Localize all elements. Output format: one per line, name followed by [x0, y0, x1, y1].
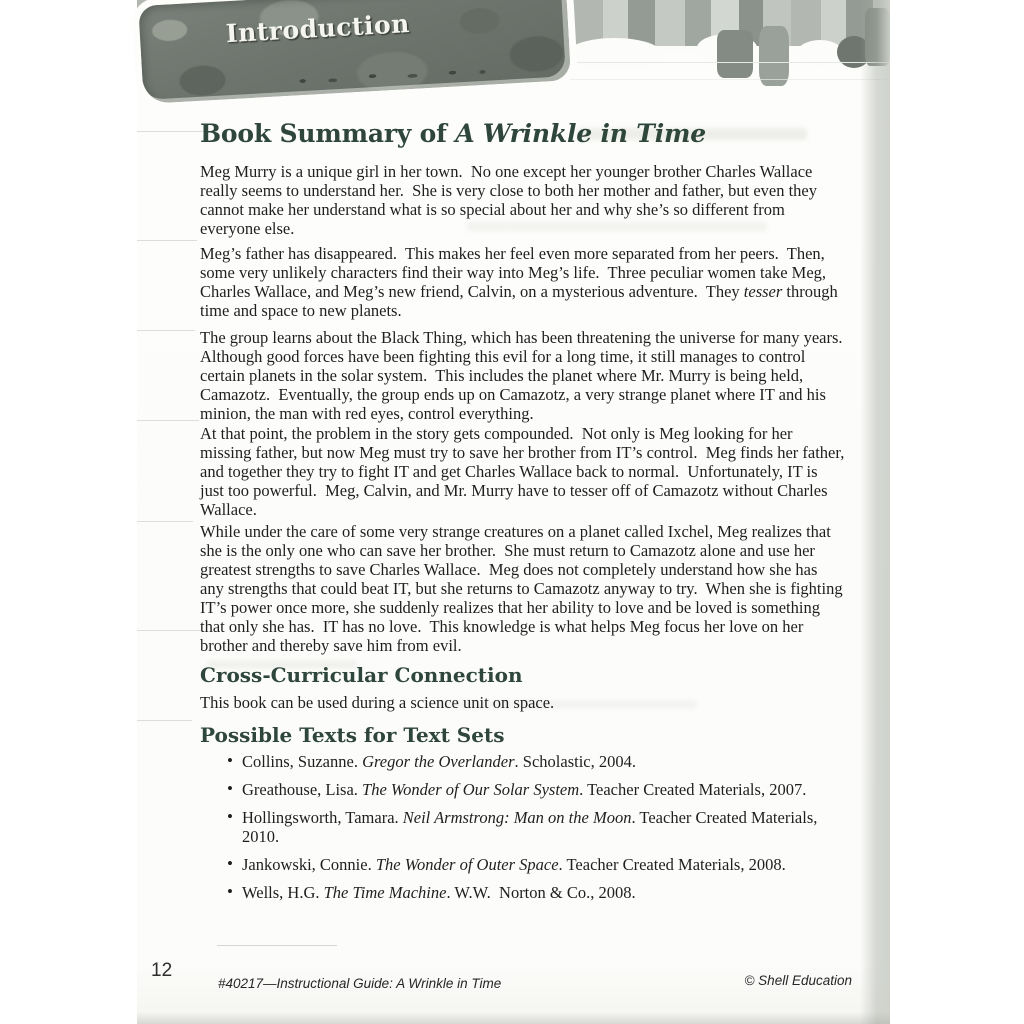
- page-number: 12: [151, 960, 173, 981]
- summary-paragraph: [200, 244, 845, 320]
- text-run: through time and space to new planets.: [200, 282, 842, 320]
- text-run: Wells, H.G.: [242, 883, 324, 902]
- footer-product-title: #40217—Instructional Guide: A Wrinkle in Time: [218, 976, 502, 991]
- text-run: Hollingsworth, Tamara.: [242, 808, 403, 827]
- text-set-item: [200, 808, 845, 846]
- page-edge-shadow-right: [860, 0, 890, 1024]
- page-paper: [137, 0, 890, 1024]
- text-run: Book Summary of: [200, 119, 456, 148]
- introduction-tab-label: Introduction: [225, 8, 411, 49]
- summary-paragraph: [200, 162, 845, 238]
- text-run: The Time Machine: [323, 883, 447, 902]
- cross-curricular-heading: Cross-Curricular Connection: [200, 663, 523, 687]
- text-run: . Teacher Created Materials, 2008.: [558, 855, 786, 874]
- content-column: [200, 0, 850, 1024]
- text-sets-list: [200, 752, 845, 911]
- text-set-item: [200, 883, 845, 902]
- text-set-item: [200, 752, 845, 771]
- page-title: [200, 119, 706, 148]
- text-run: tesser: [743, 282, 783, 301]
- text-run: The group learns about the Black Thing, which has been threatening the universe for many years. Although good forces have been fighting this evil for a long time, it still manages to control certain planets in the solar system. This includes the planet where Mr. Murry is being held, Camazotz. Eventually, the group ends up on Camazotz, a very strange planet where IT and his minion, the man with red eyes, control everything.: [200, 328, 850, 423]
- scan-artifact-line: [137, 521, 193, 522]
- text-run: At that point, the problem in the story gets compounded. Not only is Meg looking for her missing father, but now Meg must try to save her brother from IT’s control. Meg finds her father, and together they try to fight IT and get Charles Wallace back to normal. Unfortunately, IT is just too powerful. Meg, Calvin, and Mr. Murry have to tesser off of Camazotz without Charles Wallace.: [200, 424, 849, 519]
- page-edge-shadow-bottom: [137, 1012, 890, 1024]
- text-run: . W.W. Norton & Co., 2008.: [446, 883, 636, 902]
- text-run: The Wonder of Our Solar System: [362, 780, 580, 799]
- text-run: The Wonder of Outer Space: [375, 855, 559, 874]
- text-run: A Wrinkle in Time: [455, 119, 706, 148]
- text-run: Meg Murry is a unique girl in her town. No one except her younger brother Charles Wallace really seems to understand her. She is very close to both her mother and father, but even they cannot make her understand what is so special about her and why she’s so different from everyone else.: [200, 162, 822, 238]
- summary-paragraph: [200, 328, 850, 423]
- tab-texture-speckle: [293, 67, 493, 85]
- text-run: Collins, Suzanne.: [242, 752, 363, 771]
- text-set-item: [200, 855, 845, 874]
- scan-artifact-line: [137, 630, 201, 631]
- summary-paragraph: [200, 522, 845, 655]
- text-run: Gregor the Overlander: [362, 752, 515, 771]
- text-set-item: [200, 780, 845, 799]
- summary-paragraph: [200, 424, 849, 519]
- text-run: While under the care of some very strange creatures on a planet called Ixchel, Meg realizes that she is the only one who can save her brother. She must return to Camazotz alone and use her greatest strengths to save Charles Wallace. Meg does not completely understand how she has any strengths that could beat IT, but she returns to Camazotz anyway to try. When she is fighting IT’s power once more, she suddenly realizes that her ability to love and be loved is something that only she has. IT has no love. This knowledge is what helps Meg focus her love on her brother and thereby save him from evil.: [200, 522, 847, 655]
- scan-artifact-line: [137, 131, 203, 132]
- scan-artifact-line: [137, 330, 195, 331]
- footer-publisher: © Shell Education: [744, 973, 852, 988]
- text-run: . Teacher Created Materials, 2010.: [242, 808, 822, 846]
- scan-artifact-line: [137, 240, 197, 241]
- text-run: . Scholastic, 2004.: [514, 752, 636, 771]
- text-run: Neil Armstrong: Man on the Moon: [402, 808, 632, 827]
- text-run: . Teacher Created Materials, 2007.: [579, 780, 807, 799]
- text-run: Jankowski, Connie.: [242, 855, 376, 874]
- text-run: Meg’s father has disappeared. This makes her feel even more separated from her peers. Then, some very unlikely characters find their way into Meg’s life. Three peculiar women take Meg, Charles Wallace, and Meg’s new friend, Calvin, on a mysterious adventure. They: [200, 244, 831, 301]
- scan-artifact-line: [137, 420, 199, 421]
- scan-artifact-line: [137, 720, 192, 721]
- text-run: Greathouse, Lisa.: [242, 780, 363, 799]
- text-sets-heading: Possible Texts for Text Sets: [200, 723, 505, 747]
- cross-curricular-body: This book can be used during a science unit on space.: [200, 693, 555, 712]
